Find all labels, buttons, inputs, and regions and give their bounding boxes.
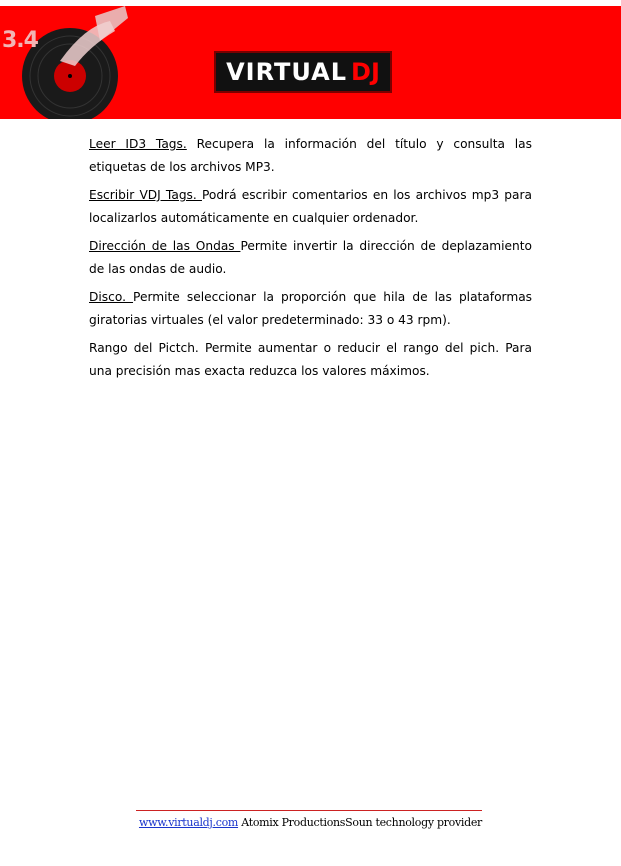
paragraph-vdj-tags [89, 184, 532, 230]
term-wave-direction: Dirección de las Ondas [89, 239, 241, 253]
desc-pitch-range: Rango del Pictch. Permite aumentar o reducir el rango del pich. Para una precisión mas exacta reduzca los valores máximos. [89, 341, 532, 378]
footer-text: Atomix ProductionsSoun technology provider [238, 816, 483, 829]
page-header [0, 6, 621, 119]
desc-vdj-tags: Podrá escribir comentarios en los archivos mp3 para localizarlos automáticamente en cualquier ordenador. [89, 188, 532, 225]
paragraph-wave-direction [89, 235, 532, 281]
virtualdj-logo [214, 51, 392, 93]
paragraph-disc [89, 286, 532, 332]
paragraph-pitch-range [89, 337, 532, 383]
vinyl-disc-icon [0, 6, 130, 119]
term-id3-tags: Leer ID3 Tags. [89, 137, 187, 151]
version-number: 3.4 [2, 28, 38, 53]
logo-virtual-text: VIRTUAL [226, 58, 348, 86]
desc-disc: Permite seleccionar la proporción que hila de las plataformas giratorias virtuales (el valor predeterminado: 33 o 43 rpm). [89, 290, 533, 327]
document-body [89, 133, 532, 388]
term-vdj-tags: Escribir VDJ Tags. [89, 188, 202, 202]
footer-divider [136, 810, 482, 811]
paragraph-id3-tags [89, 133, 532, 179]
logo-dj-text: DJ [351, 58, 380, 86]
website-link[interactable]: www.virtualdj.com [138, 816, 239, 829]
desc-id3-tags: Recupera la información del título y consulta las etiquetas de los archivos MP3. [89, 137, 532, 174]
term-disc: Disco. [89, 290, 134, 304]
desc-wave-direction: Permite invertir la dirección de deplazamiento de las ondas de audio. [89, 239, 532, 276]
page-footer [0, 816, 621, 829]
